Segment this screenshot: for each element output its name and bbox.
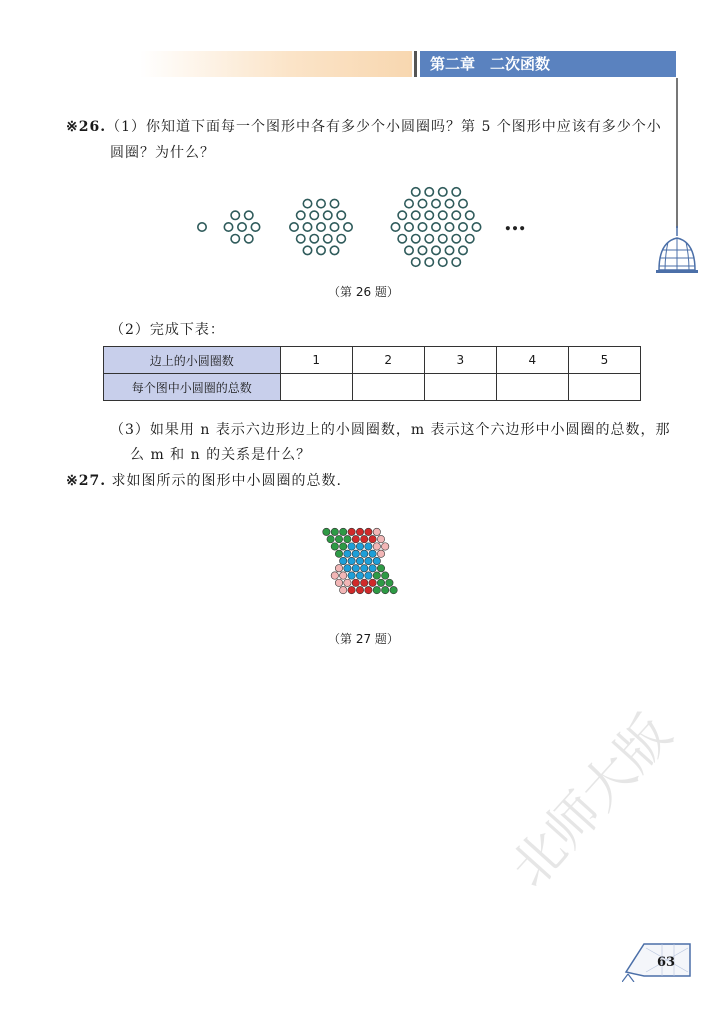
star-circle <box>352 535 359 542</box>
star-circle <box>373 586 380 593</box>
q26-part2: （2）完成下表： <box>110 322 225 338</box>
small-circle <box>391 223 399 231</box>
small-circle <box>425 211 433 219</box>
star-circle <box>369 535 376 542</box>
q26-line1 <box>66 116 662 136</box>
star-circle <box>365 543 372 550</box>
small-circle <box>303 223 311 231</box>
star-circle <box>373 528 380 535</box>
star-circle <box>344 565 351 572</box>
small-circle <box>344 223 352 231</box>
small-circle <box>330 246 338 254</box>
small-circle <box>459 199 467 207</box>
small-circle <box>337 234 345 242</box>
small-circle <box>439 234 447 242</box>
star-circle <box>348 557 355 564</box>
star-circle <box>382 543 389 550</box>
star-circle <box>369 579 376 586</box>
small-circle <box>405 223 413 231</box>
table-col-header: 3 <box>424 347 496 374</box>
dome-icon <box>656 226 698 276</box>
star-circle <box>369 565 376 572</box>
small-circle <box>310 211 318 219</box>
small-circle <box>337 211 345 219</box>
star-circle <box>335 565 342 572</box>
star-circle <box>382 572 389 579</box>
q26-part3-line2: 么 m 和 n 的关系是什么？ <box>130 447 312 463</box>
small-circle <box>439 258 447 266</box>
star-circle <box>348 543 355 550</box>
small-circle <box>330 223 338 231</box>
small-circle <box>452 188 460 196</box>
star-circle <box>348 586 355 593</box>
small-circle <box>425 188 433 196</box>
q26-part1-text: （1）你知道下面每一个图形中各有多少个小圆圈吗？第 5 个图形中应该有多少个小 <box>106 119 662 135</box>
star-circle <box>356 528 363 535</box>
star-circle <box>373 557 380 564</box>
table-answer-cell[interactable] <box>568 374 640 401</box>
small-circle <box>238 223 246 231</box>
small-circle <box>432 223 440 231</box>
small-circle <box>472 223 480 231</box>
table-col-header: 5 <box>568 347 640 374</box>
small-circle <box>412 258 420 266</box>
star-circle <box>373 572 380 579</box>
small-circle <box>398 234 406 242</box>
small-circle <box>405 246 413 254</box>
table-answer-cell[interactable] <box>496 374 568 401</box>
star-circle <box>348 528 355 535</box>
star-circle <box>340 543 347 550</box>
star-circle <box>344 535 351 542</box>
watermark: 北师大版 <box>499 704 684 899</box>
small-circle <box>198 223 206 231</box>
table-header-cell: 边上的小圆圈数 <box>104 347 281 374</box>
header-decoration <box>140 51 412 77</box>
star-circle <box>365 557 372 564</box>
q26-part3-line1: （3）如果用 n 表示六边形边上的小圆圈数，m 表示这个六边形中小圆圈的总数，那 <box>110 422 671 438</box>
small-circle <box>466 211 474 219</box>
star-circle <box>361 579 368 586</box>
small-circle <box>459 223 467 231</box>
small-circle <box>418 246 426 254</box>
star-circle <box>327 535 334 542</box>
table-answer-cell[interactable] <box>352 374 424 401</box>
small-circle <box>251 223 259 231</box>
star-circle <box>335 550 342 557</box>
small-circle <box>231 211 239 219</box>
q27-number: ※27. <box>66 473 107 489</box>
small-circle <box>432 246 440 254</box>
star-circle <box>377 535 384 542</box>
small-circle <box>245 234 253 242</box>
small-circle <box>452 258 460 266</box>
small-circle <box>297 234 305 242</box>
star-circle <box>382 586 389 593</box>
star-circle <box>365 528 372 535</box>
small-circle <box>405 199 413 207</box>
small-circle <box>290 223 298 231</box>
star-circle <box>369 550 376 557</box>
table-col-header: 2 <box>352 347 424 374</box>
star-circle <box>340 557 347 564</box>
small-circle <box>412 211 420 219</box>
star-circle <box>361 550 368 557</box>
q26-caption: （第 26 题） <box>328 285 399 299</box>
small-circle <box>425 258 433 266</box>
small-circle <box>445 199 453 207</box>
star-circle-figure <box>300 500 420 622</box>
small-circle <box>439 188 447 196</box>
figure-ellipsis: … <box>504 210 526 236</box>
star-circle <box>356 557 363 564</box>
small-circle <box>303 246 311 254</box>
star-circle <box>331 572 338 579</box>
small-circle <box>412 234 420 242</box>
star-circle <box>373 543 380 550</box>
small-circle <box>330 199 338 207</box>
small-circle <box>398 211 406 219</box>
header-separator <box>414 51 417 77</box>
star-circle <box>331 543 338 550</box>
star-circle <box>356 543 363 550</box>
table-row <box>104 347 641 374</box>
table-answer-cell[interactable] <box>280 374 352 401</box>
small-circle <box>439 211 447 219</box>
page-number: 63 <box>656 955 676 970</box>
small-circle <box>303 199 311 207</box>
table-header-cell: 每个图中小圆圈的总数 <box>104 374 281 401</box>
star-circle <box>377 550 384 557</box>
small-circle <box>466 234 474 242</box>
star-circle <box>348 572 355 579</box>
small-circle <box>231 234 239 242</box>
star-circle <box>340 528 347 535</box>
fill-in-table <box>103 346 641 401</box>
star-circle <box>390 586 397 593</box>
table-col-header: 4 <box>496 347 568 374</box>
small-circle <box>317 223 325 231</box>
small-circle <box>418 199 426 207</box>
small-circle <box>317 199 325 207</box>
star-circle <box>377 579 384 586</box>
star-circle <box>377 565 384 572</box>
star-circle <box>352 565 359 572</box>
small-circle <box>452 211 460 219</box>
q27-text: 求如图所示的图形中小圆圈的总数. <box>111 473 342 489</box>
small-circle <box>432 199 440 207</box>
star-circle <box>340 586 347 593</box>
star-circle <box>335 579 342 586</box>
table-row <box>104 374 641 401</box>
star-circle <box>344 579 351 586</box>
star-circle <box>356 586 363 593</box>
star-circle <box>365 586 372 593</box>
star-circle <box>344 550 351 557</box>
small-circle <box>452 234 460 242</box>
q27-caption: （第 27 题） <box>328 632 399 646</box>
star-circle <box>386 579 393 586</box>
table-col-header: 1 <box>280 347 352 374</box>
small-circle <box>412 188 420 196</box>
small-circle <box>297 211 305 219</box>
small-circle <box>425 234 433 242</box>
small-circle <box>445 246 453 254</box>
q27-line <box>66 470 342 490</box>
page-number-badge <box>622 938 694 982</box>
table-answer-cell[interactable] <box>424 374 496 401</box>
small-circle <box>317 246 325 254</box>
small-circle <box>418 223 426 231</box>
star-circle <box>365 572 372 579</box>
star-circle <box>323 528 330 535</box>
small-circle <box>224 223 232 231</box>
hexagon-circle-figures <box>190 170 530 280</box>
small-circle <box>245 211 253 219</box>
small-circle <box>445 223 453 231</box>
star-circle <box>361 565 368 572</box>
star-circle <box>356 572 363 579</box>
side-rule <box>676 78 678 228</box>
small-circle <box>310 234 318 242</box>
q26-number: ※26. <box>66 119 107 135</box>
small-circle <box>324 234 332 242</box>
star-circle <box>352 579 359 586</box>
q26-line2: 圆圈？为什么？ <box>110 145 215 161</box>
star-circle <box>361 535 368 542</box>
star-circle <box>352 550 359 557</box>
star-circle <box>340 572 347 579</box>
chapter-title: 第二章 二次函数 <box>420 51 676 77</box>
star-circle <box>335 535 342 542</box>
small-circle <box>459 246 467 254</box>
small-circle <box>324 211 332 219</box>
star-circle <box>331 528 338 535</box>
